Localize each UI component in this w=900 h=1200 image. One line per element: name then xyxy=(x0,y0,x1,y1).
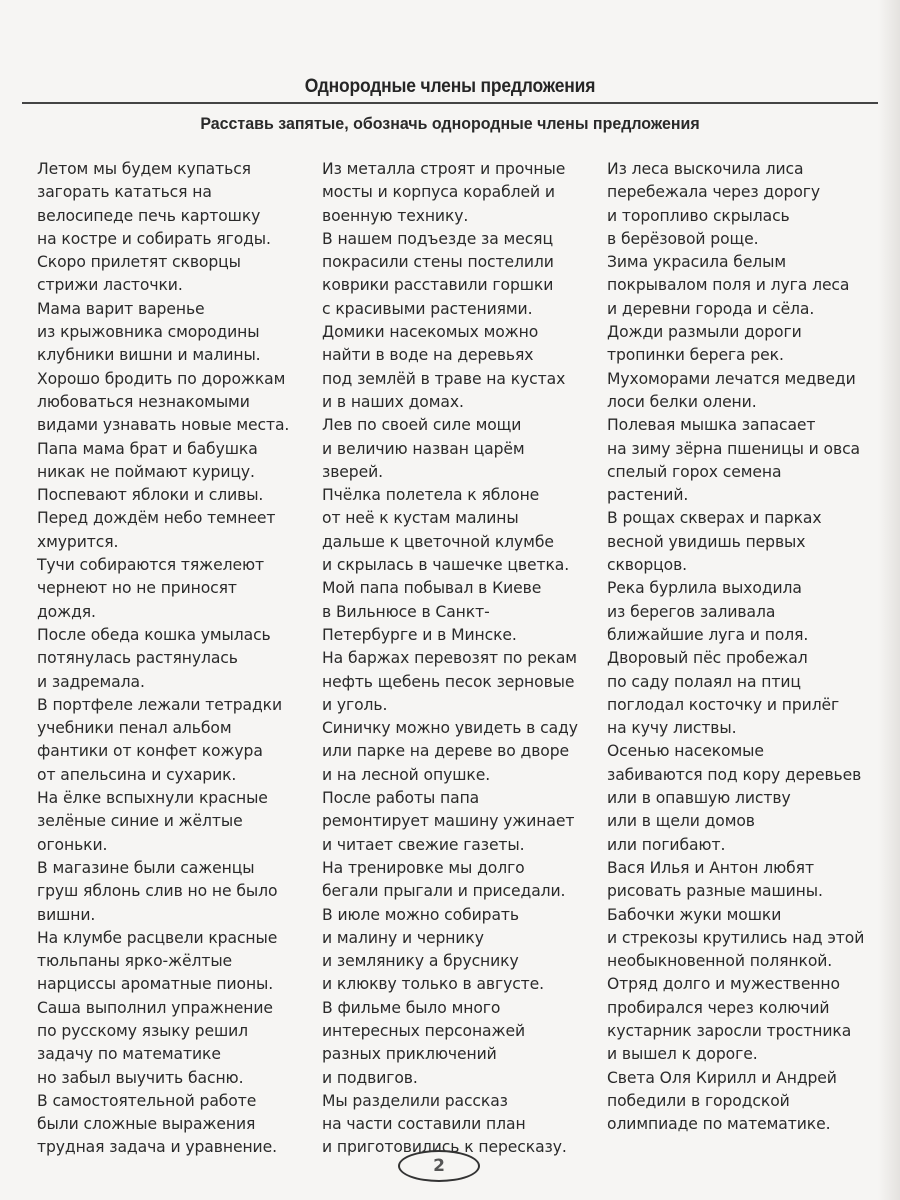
text-line: любоваться незнакомыми xyxy=(37,392,250,411)
text-line: стрижи ласточки. xyxy=(37,276,183,295)
text-line: Тучи собираются тяжелеют xyxy=(37,556,264,575)
text-line: Полевая мышка запасает xyxy=(607,416,816,435)
text-line: Скоро прилетят скворцы xyxy=(37,253,241,272)
text-line: задачу по математике xyxy=(37,1045,221,1064)
text-line: и подвигов. xyxy=(322,1068,418,1087)
text-line: но забыл выучить басню. xyxy=(37,1068,244,1087)
text-line: на зиму зёрна пшеницы и овса xyxy=(607,439,860,458)
text-line: Синичку можно увидеть в саду xyxy=(322,719,578,738)
text-line: зверей. xyxy=(322,462,383,481)
text-line: на кучу листвы. xyxy=(607,719,737,738)
text-line: Дворовый пёс пробежал xyxy=(607,649,808,668)
text-line: покрывалом поля и луга леса xyxy=(607,276,850,295)
text-line: Перед дождём небо темнеет xyxy=(37,509,276,528)
text-line: велосипеде печь картошку xyxy=(37,206,261,225)
text-line: забиваются под кору деревьев xyxy=(607,765,862,784)
text-line: В фильме было много xyxy=(322,998,501,1017)
text-line: Отряд долго и мужественно xyxy=(607,975,840,994)
text-line: На баржах перевозят по рекам xyxy=(322,649,577,668)
text-line: весной увидишь первых xyxy=(607,532,806,551)
text-line: или погибают. xyxy=(607,835,726,854)
title-divider xyxy=(22,102,880,104)
text-line: Из металла строят и прочные xyxy=(322,160,566,178)
text-line: и торопливо скрылась xyxy=(607,206,790,225)
text-line: коврики расставили горшки xyxy=(322,276,554,295)
text-line: Поспевают яблоки и сливы. xyxy=(37,486,264,505)
text-line: найти в воде на деревьях xyxy=(322,346,534,365)
text-line: интересных персонажей xyxy=(322,1021,525,1040)
text-line: клубники вишни и малины. xyxy=(37,346,261,365)
text-line: растений. xyxy=(607,486,689,505)
text-line: тропинки берега рек. xyxy=(607,346,784,365)
text-line: и величию назван царём xyxy=(322,439,525,458)
text-line: Света Оля Кирилл и Андрей xyxy=(607,1068,837,1087)
page-number: 2 xyxy=(398,1150,480,1182)
text-line: груш яблонь слив но не было xyxy=(37,882,278,901)
text-line: Мой папа побывал в Киеве xyxy=(322,579,542,598)
text-line: по саду полаял на птиц xyxy=(607,672,801,691)
text-line: военную технику. xyxy=(322,206,469,225)
text-line: с красивыми растениями. xyxy=(322,299,533,318)
text-line: После обеда кошка умылась xyxy=(37,625,271,644)
text-line: В самостоятельной работе xyxy=(37,1091,257,1110)
text-line: и задремала. xyxy=(37,672,145,691)
text-line: и стрекозы крутились над этой xyxy=(607,928,865,947)
exercise-instruction: Расставь запятые, обозначь однородные члены предложения xyxy=(200,114,700,133)
text-line: или в опавшую листву xyxy=(607,789,791,808)
text-line: В июле можно собирать xyxy=(322,905,519,924)
text-line: учебники пенал альбом xyxy=(37,719,232,738)
text-line: В магазине были саженцы xyxy=(37,858,255,877)
text-line: и приготовились к пересказу. xyxy=(322,1138,567,1157)
text-line: и деревни города и сёла. xyxy=(607,299,815,318)
text-line: рисовать разные машины. xyxy=(607,882,823,901)
text-line: Мухоморами лечатся медведи xyxy=(607,369,856,388)
text-line: Летом мы будем купаться xyxy=(37,160,251,178)
text-line: ремонтирует машину ужинает xyxy=(322,812,575,831)
text-line: мосты и корпуса кораблей и xyxy=(322,183,555,202)
text-line: победили в городской xyxy=(607,1091,790,1110)
text-line: дальше к цветочной клумбе xyxy=(322,532,554,551)
text-line: и вышел к дороге. xyxy=(607,1045,758,1064)
text-line: тюльпаны ярко-жёлтые xyxy=(37,952,233,971)
text-line: необыкновенной полянкой. xyxy=(607,952,833,971)
text-line: В портфеле лежали тетрадки xyxy=(37,695,282,714)
text-line: огоньки. xyxy=(37,835,108,854)
text-line: потянулась растянулась xyxy=(37,649,238,668)
text-line: трудная задача и уравнение. xyxy=(37,1138,277,1157)
text-line: ближайшие луга и поля. xyxy=(607,625,809,644)
text-line: хмурится. xyxy=(37,532,119,551)
text-line: и читает свежие газеты. xyxy=(322,835,525,854)
text-line: и на лесной опушке. xyxy=(322,765,491,784)
text-line: вишни. xyxy=(37,905,96,924)
text-line: нарциссы ароматные пионы. xyxy=(37,975,274,994)
text-line: и скрылась в чашечке цветка. xyxy=(322,556,570,575)
text-line: из берегов заливала xyxy=(607,602,776,621)
text-line: В рощах скверах и парках xyxy=(607,509,822,528)
text-line: и землянику а бруснику xyxy=(322,952,519,971)
text-line: от неё к кустам малины xyxy=(322,509,519,528)
text-column-2 xyxy=(322,158,578,1160)
text-line: олимпиаде по математике. xyxy=(607,1115,831,1134)
text-line: под землёй в траве на кустах xyxy=(322,369,566,388)
text-line: зелёные синие и жёлтые xyxy=(37,812,243,831)
text-line: были сложные выражения xyxy=(37,1115,256,1134)
text-line: Из леса выскочила лиса xyxy=(607,160,804,178)
text-line: покрасили стены постелили xyxy=(322,253,554,272)
text-line: никак не поймают курицу. xyxy=(37,462,255,481)
text-line: дождя. xyxy=(37,602,96,621)
text-line: Мы разделили рассказ xyxy=(322,1091,508,1110)
text-line: видами узнавать новые места. xyxy=(37,416,290,435)
text-line: на части составили план xyxy=(322,1115,526,1134)
text-line: На ёлке вспыхнули красные xyxy=(37,789,268,808)
text-line: пробирался через колючий xyxy=(607,998,830,1017)
text-line: чернеют но не приносят xyxy=(37,579,237,598)
text-line: скворцов. xyxy=(607,556,688,575)
text-line: от апельсина и сухарик. xyxy=(37,765,237,784)
text-line: Осенью насекомые xyxy=(607,742,764,761)
text-line: нефть щебень песок зерновые xyxy=(322,672,575,691)
text-line: Папа мама брат и бабушка xyxy=(37,439,258,458)
text-line: Дожди размыли дороги xyxy=(607,323,802,342)
text-line: Бабочки жуки мошки xyxy=(607,905,782,924)
text-line: и в наших домах. xyxy=(322,392,464,411)
text-line: На тренировке мы долго xyxy=(322,858,525,877)
text-line: лоси белки олени. xyxy=(607,392,757,411)
text-column-3 xyxy=(607,158,864,1136)
page-title: Однородные члены предложения xyxy=(304,76,596,97)
text-line: Вася Илья и Антон любят xyxy=(607,858,814,877)
text-line: фантики от конфет кожура xyxy=(37,742,263,761)
text-line: Саша выполнил упражнение xyxy=(37,998,273,1017)
text-line: разных приключений xyxy=(322,1045,497,1064)
text-line: и малину и чернику xyxy=(322,928,484,947)
text-line: перебежала через дорогу xyxy=(607,183,821,202)
text-line: или парке на дереве во дворе xyxy=(322,742,570,761)
text-line: Хорошо бродить по дорожкам xyxy=(37,369,286,388)
text-line: Петербурге и в Минске. xyxy=(322,625,517,644)
text-line: Река бурлила выходила xyxy=(607,579,802,598)
text-line: в Вильнюсе в Санкт- xyxy=(322,602,490,621)
text-line: После работы папа xyxy=(322,789,480,808)
page-edge-shadow xyxy=(878,0,900,1200)
text-line: или в щели домов xyxy=(607,812,755,831)
text-line: спелый горох семена xyxy=(607,462,782,481)
text-line: по русскому языку решил xyxy=(37,1021,249,1040)
text-line: и уголь. xyxy=(322,695,388,714)
text-line: загорать кататься на xyxy=(37,183,212,202)
text-line: и клюкву только в августе. xyxy=(322,975,545,994)
text-line: кустарник заросли тростника xyxy=(607,1021,852,1040)
text-line: на костре и собирать ягоды. xyxy=(37,229,271,248)
text-line: Мама варит варенье xyxy=(37,299,205,318)
text-line: Лев по своей силе мощи xyxy=(322,416,522,435)
text-line: в берёзовой роще. xyxy=(607,229,759,248)
text-line: На клумбе расцвели красные xyxy=(37,928,278,947)
text-line: Пчёлка полетела к яблоне xyxy=(322,486,540,505)
text-line: Зима украсила белым xyxy=(607,253,787,272)
text-line: В нашем подъезде за месяц xyxy=(322,229,553,248)
text-line: бегали прыгали и приседали. xyxy=(322,882,566,901)
text-column-1 xyxy=(37,158,289,1160)
text-line: Домики насекомых можно xyxy=(322,323,539,342)
text-line: поглодал косточку и прилёг xyxy=(607,695,840,714)
text-line: из крыжовника смородины xyxy=(37,323,260,342)
